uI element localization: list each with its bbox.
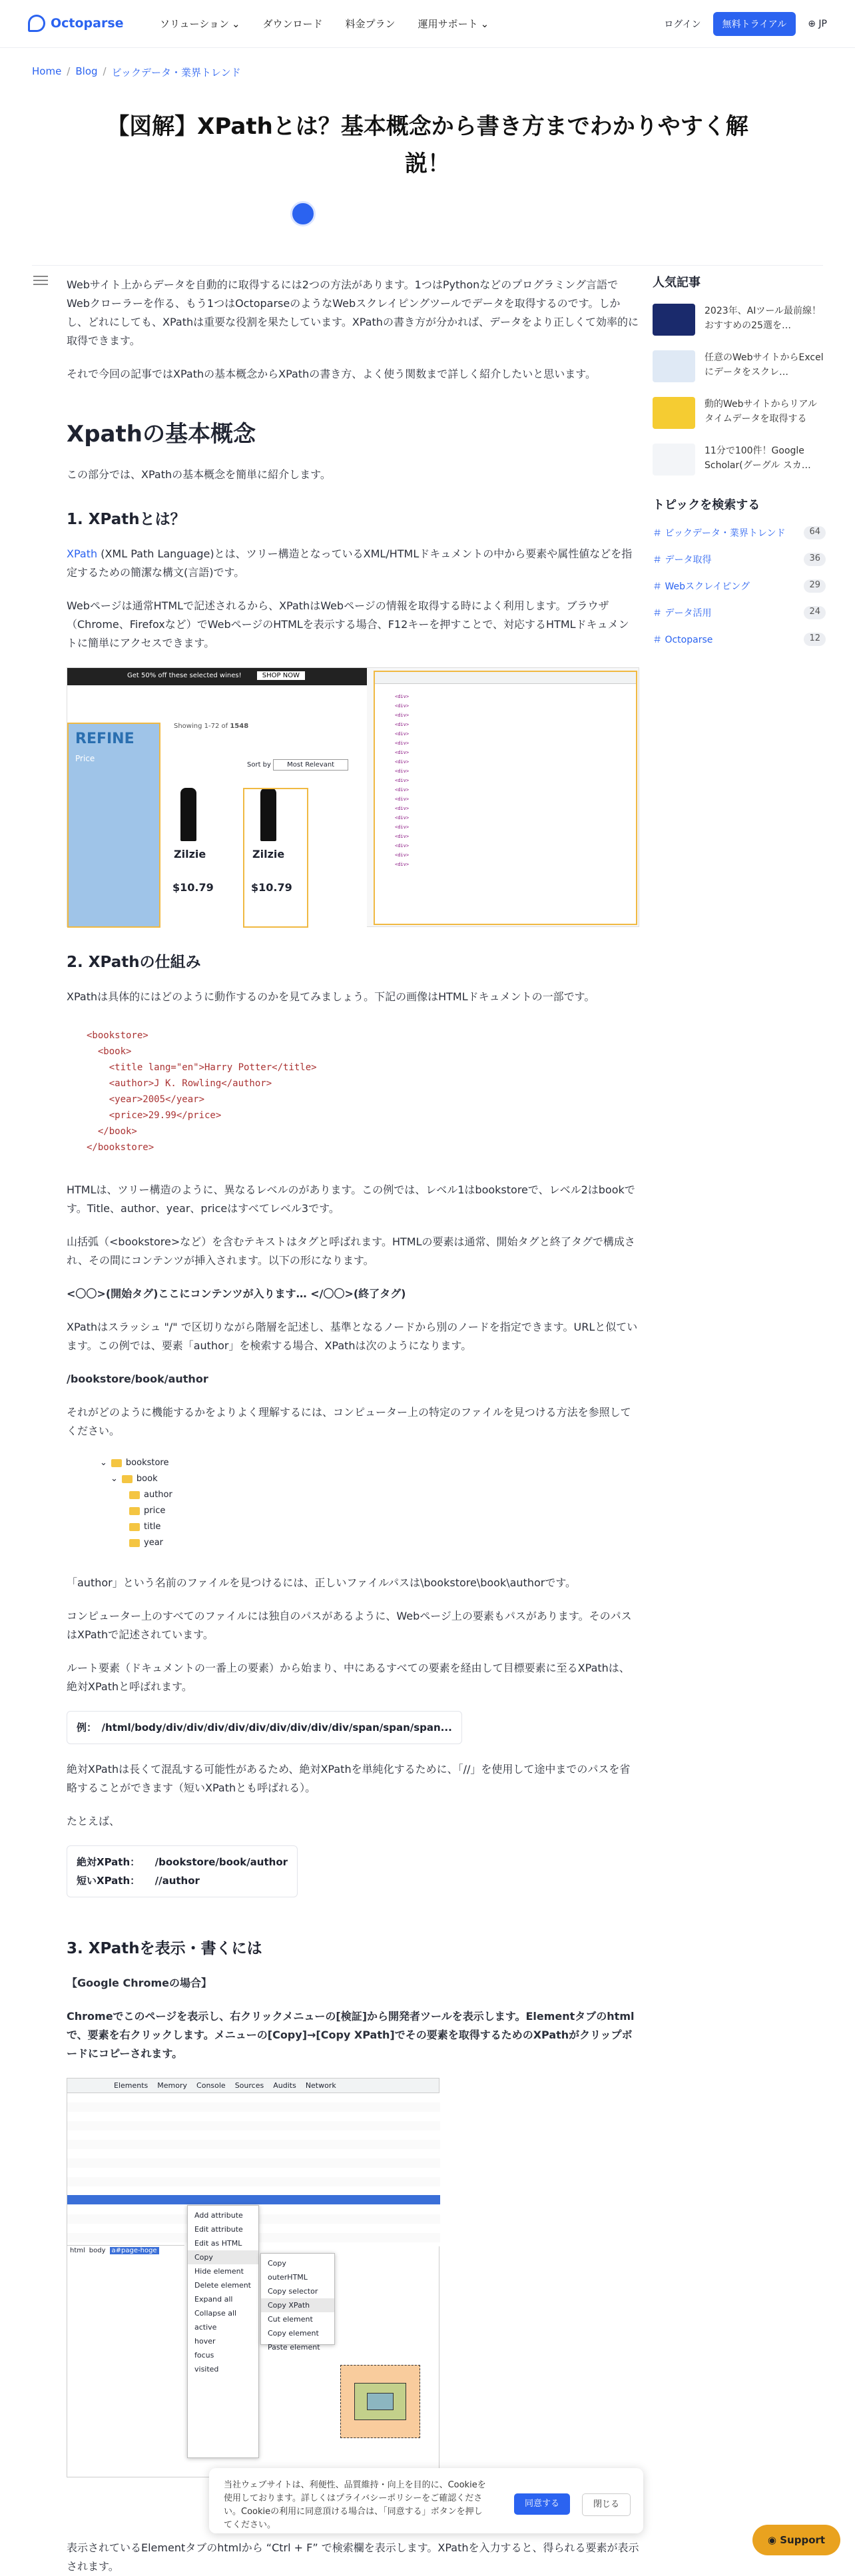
- menu-item[interactable]: Edit attribute: [194, 2225, 243, 2234]
- folder-icon: [111, 1459, 122, 1467]
- webpage-devtools-image: Get 50% off these selected wines! SHOP NOW REFINE Price Showing 1-72 of 1548 Sort by Most Relevant Zilzie Zilzie $10.79 $10.79 <div> <div> <div> <div> <div> <div> <div> <div> <div> <div> <div> <div> <div> <div> <div> <div> <div> <div> <div>: [67, 667, 639, 927]
- breadcrumb-blog[interactable]: Blog: [75, 65, 98, 77]
- paragraph: <〇〇>(開始タグ)ここにコンテンツが入ります… </〇〇>(終了タグ): [67, 1287, 406, 1300]
- paragraph: 表示されているElementタブのhtmlから “Ctrl + F” で検索欄を表示します。XPathを入力すると、得られる要素が表示されます。: [67, 2541, 639, 2573]
- folder-icon: [129, 1507, 140, 1515]
- menu-item[interactable]: Copy outerHTML: [268, 2259, 308, 2282]
- chat-icon: ◉: [767, 2534, 780, 2546]
- topics-heading: トピックを検索する: [653, 498, 760, 512]
- top-header: [0, 0, 855, 48]
- sub-heading: 2. XPathの仕組み: [67, 954, 201, 971]
- paragraph: HTMLは、ツリー構造のように、異なるレベルのがあります。この例では、レベル1はbookstoreで、レベル2はbookです。Title、author、year、priceはすべてレベル3です。: [67, 1183, 635, 1215]
- folder-icon: [122, 1475, 133, 1483]
- context-menu: [187, 2205, 259, 2458]
- cookie-accept-button[interactable]: 同意する: [514, 2493, 570, 2515]
- topic-item[interactable]: ＃ データ取得 36: [653, 553, 826, 566]
- menu-item[interactable]: Copy selector: [268, 2287, 318, 2296]
- xpath-link[interactable]: XPath: [67, 547, 98, 560]
- sidebar: [653, 266, 826, 659]
- code-block: <bookstore> <book> <title lang="en">Harry Potter</title> <author>J K. Rowling</author> <year>2005</year> <price>29.99</price> </book> </bookstore>: [87, 1030, 317, 1153]
- paragraph: 「author」という名前のファイルを見つけるには、正しいファイルパスは\bookstore\book\authorです。: [67, 1576, 577, 1589]
- divider: [32, 265, 823, 266]
- menu-item[interactable]: Edit as HTML: [194, 2239, 242, 2248]
- table-of-contents-icon[interactable]: [33, 276, 48, 288]
- author-avatar: [290, 201, 316, 226]
- example-box: 絶対XPath： /bookstore/book/author 短いXPath： //author: [67, 1845, 298, 1897]
- topic-item[interactable]: ＃ データ活用 24: [653, 606, 826, 619]
- paragraph: コンピューター上のすべてのファイルには独自のパスがあるように、Webページ上の要素もパスがあります。そのパスはXPathで記述されています。: [67, 1610, 632, 1641]
- sub-heading: 3. XPathを表示・書くには: [67, 1940, 262, 1957]
- language-selector[interactable]: ⊕ JP: [808, 19, 827, 29]
- paragraph: XPathはスラッシュ "/" で区切りながら階層を記述し、基準となるノードから別のノードを指定できます。URLと似ています。この例では、要素「author」を検索する場合、XPathは次のようになります。: [67, 1321, 638, 1352]
- menu-item[interactable]: Delete element: [194, 2281, 251, 2290]
- intro-paragraph: それで今回の記事ではXPathの基本概念からXPathの書き方、よく使う関数まで詳しく紹介したいと思います。: [67, 368, 596, 380]
- paragraph: それがどのように機能するかをよりよく理解するには、コンピューター上の特定のファイルを見つける方法を参照してください。: [67, 1406, 631, 1437]
- menu-item[interactable]: visited: [194, 2365, 219, 2374]
- globe-icon: ⊕: [808, 19, 816, 29]
- paragraph: 山括弧（<bookstore>など）を含むテキストはタグと呼ばれます。HTMLの要素は通常、開始タグと終了タグで構成され、その間にコンテンツが挿入されます。以下の形になります。: [67, 1235, 635, 1267]
- chrome-devtools-image: Elements Memory Console Sources Audits Network Add attribute Edit attribute Edit as HTML Copy Hide element Delete element Expand all Collapse all active hover focus visited Copy outerHTML Copy selector Copy XPath Cut element Copy element Paste element html body a#page-hoge: [67, 2078, 439, 2477]
- folder-icon: [129, 1491, 140, 1499]
- nav-pricing[interactable]: 料金プラン: [345, 18, 396, 30]
- paragraph: Chromeでこのページを表示し、右クリックメニューの[検証]から開発者ツールを表示します。Elementタブのhtmlで、要素を右クリックします。メニューの[Copy]→[Copy XPath]でその要素を取得するためのXPathがクリップボードにコピーされます。: [67, 2010, 635, 2060]
- breadcrumb-category[interactable]: ビックデータ・業界トレンド: [111, 67, 241, 79]
- folder-icon: [129, 1523, 140, 1531]
- paragraph: この部分では、XPathの基本概念を簡単に紹介します。: [67, 468, 331, 481]
- page-title: 【図解】XPathとは？基本概念から書き方までわかりやすく解説！: [107, 113, 748, 177]
- logo-icon: [28, 15, 45, 32]
- nav-download[interactable]: ダウンロード: [262, 18, 323, 30]
- popular-article[interactable]: 動的Webサイトからリアルタイムデータを取得する: [653, 397, 826, 429]
- paragraph: ルート要素（ドキュメントの一番上の要素）から始まり、中にあるすべての要素を経由して目標要素に至るXPathは、絶対XPathと呼ばれます。: [67, 1662, 630, 1693]
- topic-item[interactable]: ＃ Octoparse 12: [653, 633, 826, 646]
- copy-submenu: [260, 2253, 335, 2352]
- folder-icon: [129, 1539, 140, 1547]
- topic-item[interactable]: ＃ Webスクレイピング 29: [653, 579, 826, 593]
- menu-item[interactable]: focus: [194, 2351, 214, 2360]
- breadcrumb-home[interactable]: Home: [32, 65, 62, 77]
- cookie-close-button[interactable]: 閉じる: [582, 2493, 631, 2516]
- chevron-down-icon: ⌄: [231, 17, 240, 30]
- paragraph: Webページは通常HTMLで記述されるから、XPathはWebページの情報を取得する時によく利用します。ブラウザ（Chrome、Firefoxなど）でWebページのHTMLを表示する場合、F12キーを押すことで、対応するHTMLドキュメントに簡単にアクセスできます。: [67, 599, 629, 649]
- menu-item[interactable]: hover: [194, 2337, 216, 2346]
- nav-solutions[interactable]: ソリューション ⌄: [160, 17, 240, 30]
- main-nav: [160, 17, 489, 31]
- menu-item[interactable]: Cut element: [268, 2315, 313, 2324]
- popular-article[interactable]: 任意のWebサイトからExcelにデータをスクレ…: [653, 350, 826, 382]
- paragraph: 絶対XPathは長くて混乱する可能性があるため、絶対XPathを単純化するために、「//」を使用して途中までのパスを省略することができます（短いXPathとも呼ばれる）。: [67, 1763, 631, 1794]
- example-box: 例： /html/body/div/div/div/div/div/div/div/div/div/span/span/span...: [67, 1711, 462, 1744]
- nav-support[interactable]: 運用サポート ⌄: [418, 17, 489, 30]
- paragraph: 【Google Chromeの場合】: [67, 1977, 212, 1989]
- wine-bottle-icon: [180, 788, 196, 841]
- paragraph: XPath (XML Path Language)とは、ツリー構造となっているXML/HTMLドキュメントの中から要素や属性値などを指定するための簡潔な構文(言語)です。: [67, 547, 633, 579]
- cookie-banner: 当社ウェブサイトは、利便性、品質維持・向上を目的に、Cookieを使用しております。詳しくはプライバシーポリシーをご確認ください。Cookieの利用に同意頂ける場合は、「同意する」ボタンを押してください。 同意する 閉じる: [209, 2468, 643, 2533]
- menu-item[interactable]: Copy element: [268, 2329, 319, 2338]
- article-body: [67, 266, 639, 2497]
- free-trial-button[interactable]: 無料トライアル: [713, 12, 796, 36]
- devtools-panel: <div> <div> <div> <div> <div> <div> <div> <div> <div> <div> <div> <div> <div> <div> <div> <div> <div> <div> <div>: [374, 671, 637, 925]
- menu-item[interactable]: Expand all: [194, 2295, 233, 2304]
- menu-item-copy-xpath[interactable]: Copy XPath: [261, 2298, 334, 2312]
- promo-banner: Get 50% off these selected wines! SHOP NOW: [67, 668, 367, 685]
- menu-item[interactable]: active: [194, 2323, 217, 2332]
- topic-item[interactable]: ＃ ビックデータ・業界トレンド 64: [653, 526, 826, 539]
- section-heading: Xpathの基本概念: [67, 421, 256, 448]
- breadcrumb: Home / Blog / ビックデータ・業界トレンド: [32, 65, 241, 79]
- folder-tree: ⌄ bookstore ⌄ book author price title year: [100, 1458, 172, 1548]
- popular-article[interactable]: 2023年、AIツール最前線！おすすめの25選を…: [653, 304, 826, 336]
- menu-item[interactable]: Hide element: [194, 2267, 244, 2276]
- menu-item[interactable]: Collapse all: [194, 2309, 237, 2318]
- login-link[interactable]: ログイン: [664, 19, 701, 30]
- support-button[interactable]: ◉ Support: [752, 2525, 840, 2555]
- sub-heading: 1. XPathとは？: [67, 511, 186, 528]
- menu-item[interactable]: Add attribute: [194, 2211, 243, 2220]
- intro-paragraph: Webサイト上からデータを自動的に取得するには2つの方法があります。1つはPythonなどのプログラミング言語でWebクローラーを作る、もう1つはOctoparseのようなWebスクレイピングツールでデータを取得するのです。しかし、どれにしても、XPathは重要な役割を果たしています。XPathの書き方が分かれば、データをより正しくて効率的に取得できます。: [67, 278, 639, 347]
- popular-article[interactable]: 11分で100件！Google Scholar(グーグル スカ…: [653, 444, 826, 476]
- menu-item-copy[interactable]: Copy: [188, 2250, 258, 2264]
- menu-item[interactable]: Paste element: [268, 2343, 320, 2352]
- chevron-down-icon: ⌄: [480, 17, 489, 30]
- paragraph: /bookstore/book/author: [67, 1373, 208, 1385]
- octoparse-logo[interactable]: Octoparse: [28, 15, 124, 32]
- paragraph: XPathは具体的にはどのように動作するのかを見てみましょう。下記の画像はHTMLドキュメントの一部です。: [67, 990, 595, 1003]
- popular-heading: 人気記事: [653, 276, 701, 290]
- paragraph: たとえば、: [67, 1815, 121, 1827]
